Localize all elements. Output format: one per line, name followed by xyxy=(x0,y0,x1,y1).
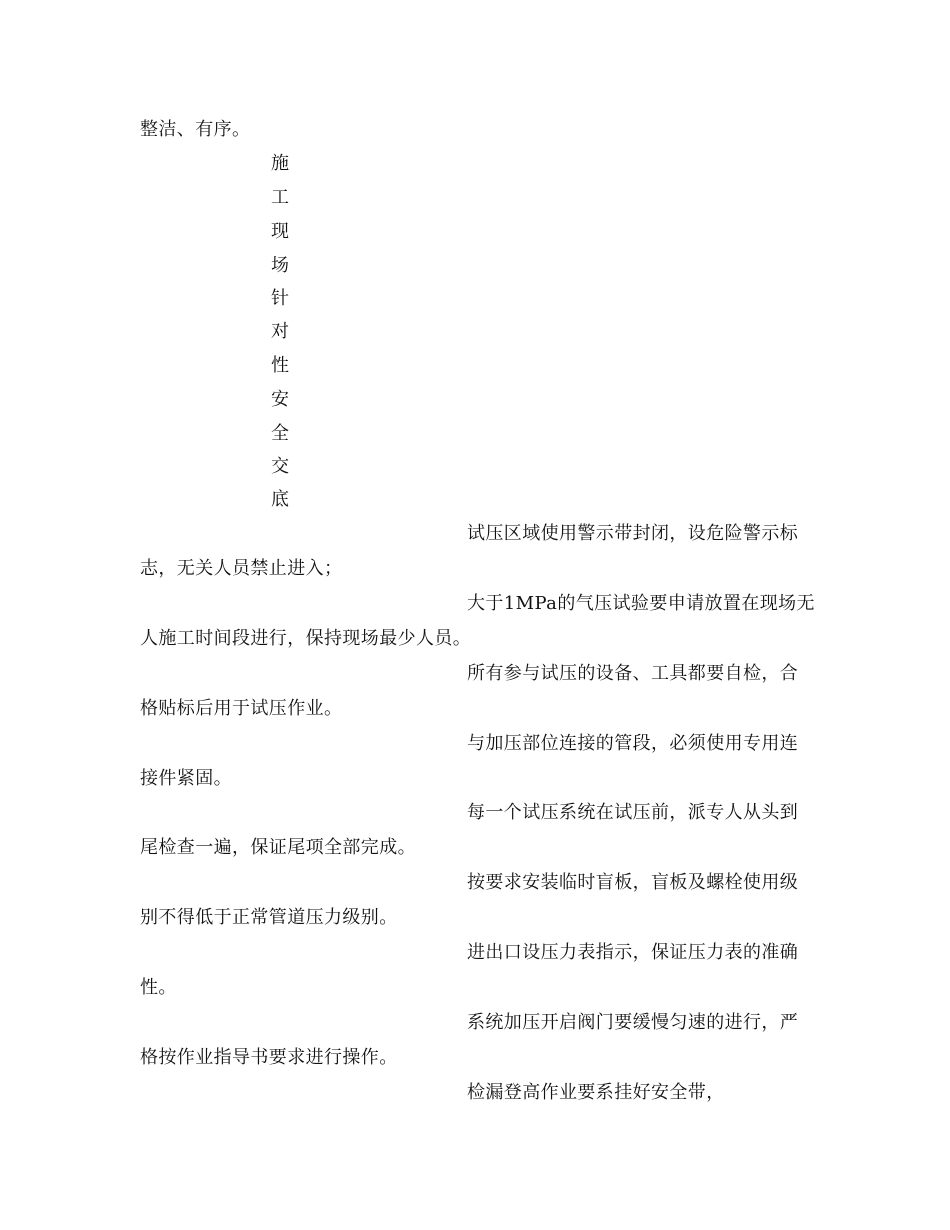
title-char: 场 xyxy=(271,255,289,276)
title-char: 安 xyxy=(271,389,289,410)
safety-item-first-line: 系统加压开启阀门要缓慢匀速的进行，严 xyxy=(467,1012,799,1033)
title-char: 工 xyxy=(271,187,289,208)
safety-item-first-line: 每一个试压系统在试压前，派专人从头到 xyxy=(467,802,799,823)
title-char: 施 xyxy=(271,153,289,174)
title-char: 全 xyxy=(271,423,289,444)
safety-item-first-line: 与加压部位连接的管段，必须使用专用连 xyxy=(467,733,799,754)
intro-tail-text: 整洁、有序。 xyxy=(140,119,251,140)
title-char: 交 xyxy=(271,456,289,477)
title-char: 现 xyxy=(271,221,289,242)
title-char: 针 xyxy=(271,288,289,309)
safety-item-first-line: 进出口设压力表指示，保证压力表的准确 xyxy=(467,942,799,963)
title-char: 性 xyxy=(271,355,289,376)
title-char: 对 xyxy=(271,321,289,342)
safety-item-first-line: 试压区域使用警示带封闭，设危险警示标 xyxy=(467,523,799,544)
safety-item-first-line: 按要求安装临时盲板，盲板及螺栓使用级 xyxy=(467,872,799,893)
safety-item-first-line: 大于1MPa的气压试验要申请放置在现场无 xyxy=(467,593,815,614)
safety-item-continuation: 别不得低于正常管道压力级别。 xyxy=(140,907,398,928)
safety-item-continuation: 格按作业指导书要求进行操作。 xyxy=(140,1047,398,1068)
title-char: 底 xyxy=(271,489,289,510)
safety-item-continuation: 性。 xyxy=(140,977,177,998)
safety-item-continuation: 格贴标后用于试压作业。 xyxy=(140,698,343,719)
safety-item-continuation: 人施工时间段进行，保持现场最少人员。 xyxy=(140,628,472,649)
safety-item-continuation: 尾检查一遍，保证尾项全部完成。 xyxy=(140,837,416,858)
safety-item-continuation: 接件紧固。 xyxy=(140,768,232,789)
safety-item-continuation: 志，无关人员禁止进入； xyxy=(140,558,343,579)
safety-item-first-line: 所有参与试压的设备、工具都要自检，合 xyxy=(467,663,799,684)
safety-item-first-line: 检漏登高作业要系挂好安全带， xyxy=(467,1082,725,1103)
